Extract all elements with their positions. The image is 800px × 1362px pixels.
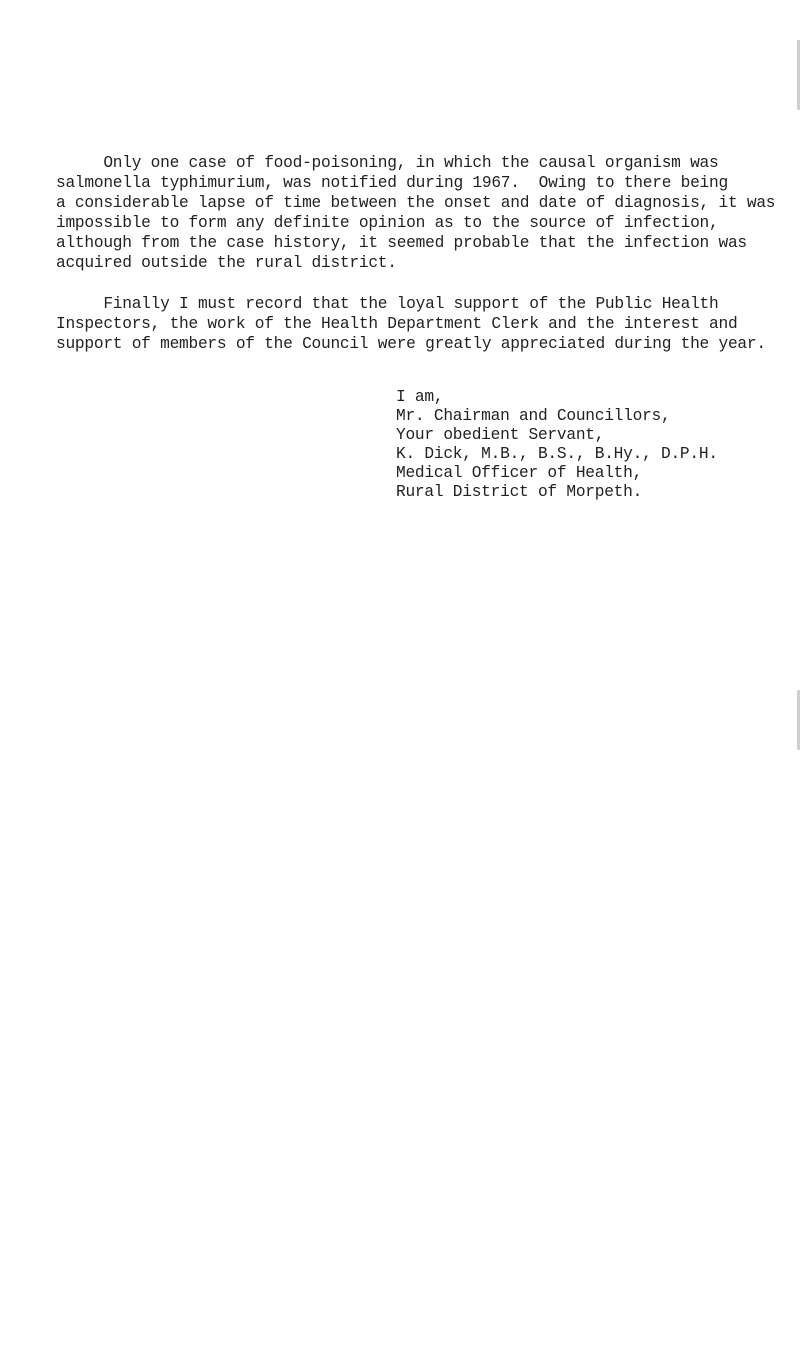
paragraph-line: Finally I must record that the loyal support of the Public Health [56, 295, 719, 313]
signature-line: K. Dick, M.B., B.S., B.Hy., D.P.H. [396, 445, 718, 463]
paragraph-line: Only one case of food-poisoning, in which the causal organism was [56, 154, 719, 172]
signature-line: Your obedient Servant, [396, 426, 605, 444]
paragraph-line: impossible to form any definite opinion as to the source of infection, [56, 214, 719, 232]
signature-line: Rural District of Morpeth. [396, 483, 643, 501]
paragraph-line: support of members of the Council were greatly appreciated during the year. [56, 335, 766, 353]
paragraph-line: Inspectors, the work of the Health Department Clerk and the interest and [56, 315, 738, 333]
paragraph-line: although from the case history, it seemed probable that the infection was [56, 234, 747, 252]
paragraph-line: a considerable lapse of time between the onset and date of diagnosis, it was [56, 194, 776, 212]
paragraph-line: acquired outside the rural district. [56, 254, 397, 272]
signature-line: Medical Officer of Health, [396, 464, 643, 482]
signature-line: I am, [396, 388, 444, 406]
paragraph-line: salmonella typhimurium, was notified during 1967. Owing to there being [56, 174, 728, 192]
signature-line: Mr. Chairman and Councillors, [396, 407, 671, 425]
